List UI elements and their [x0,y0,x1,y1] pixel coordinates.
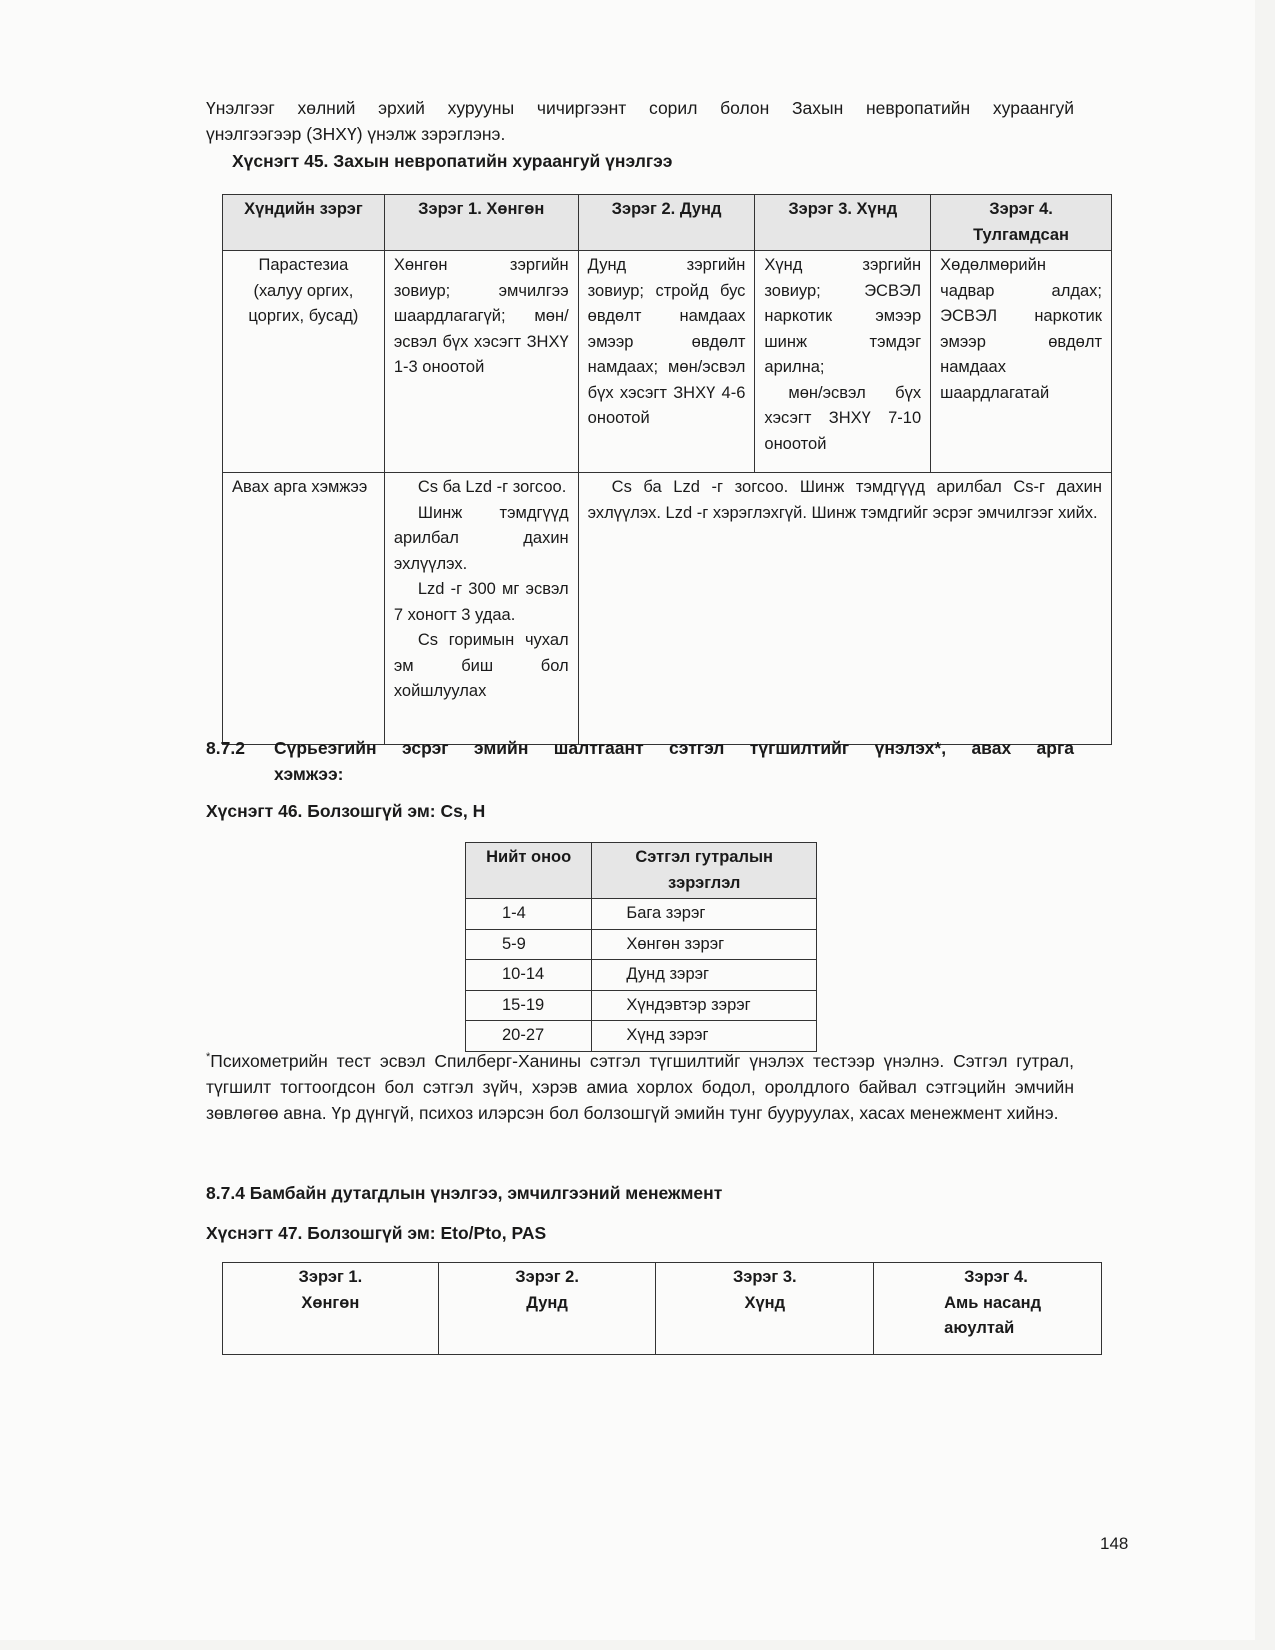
note-text: Психометрийн тест эсвэл Спилберг-Ханины сэтгэл түгшилтийг үнэлэх тестээр үнэлнэ. Сэтгэл гутрал, түгшилт тогтоогдсон бол сэтгэл зүйч, хэрэв амиа хорлох бодол, оролдлого байвал сэтгэцийн эмчийн зөвлөгөө авна. Үр дүнгүй, психоз илэрсэн бол болзошгүй эмийн тунг бууруулах, хасах менежмент хийнэ. [206,1050,1074,1123]
table45-header-grade4: Зэрэг 4. Тулгамдсан [931,195,1112,251]
table45-header-grade3: Зэрэг 3. Хүнд [755,195,931,251]
intro-paragraph [206,95,1074,147]
page-number: 148 [1100,1534,1129,1553]
table46-header-score: Нийт оноо [466,843,592,899]
table45-row2-grade1-part2: Шинж тэмдгүүд арилбал дахин эхлүүлэх. [393,503,569,573]
table45-header-row [223,195,1112,251]
note-paragraph [206,1044,1074,1126]
table-46 [465,842,817,1052]
table46-grade: Хүнд зэрэг [592,1021,817,1052]
table45-row1-grade1: Хөнгөн зэргийн зовиур; эмчилгээ шаардлагагүй; мөн/эсвэл бүх хэсэгт ЗНХҮ 1-3 оноотой [384,251,578,473]
table47-grade4-line2: Амь насанд [944,1293,1042,1312]
table46-header-row [466,843,817,899]
table47-header-grade2 [438,1263,656,1355]
table46-score: 10-14 [466,960,592,991]
section-872-number: 8.7.2 [206,738,245,758]
table45-row2-label: Авах арга хэмжээ [223,473,385,745]
table47-header-grade4 [874,1263,1102,1355]
table45-row1-label: Парастезиа (халуу оргих, цоргих, бусад) [223,251,385,473]
table46-grade: Хөнгөн зэрэг [592,929,817,960]
table47-grade1-line2: Хөнгөн [301,1293,360,1312]
table47-grade3-line2: Хүнд [744,1293,786,1312]
table45-row-paresthesia [223,251,1112,473]
table45-row2-grade1-part1: Cs ба Lzd -г зогсоо. [417,478,567,496]
table45-row1-grade3-part1: Хүнд зэргийн зовиур; ЭСВЭЛ наркотик эмээр шинж тэмдэг арилна; [764,256,922,376]
intro-line-1: Үнэлгээг хөлний эрхий хурууны чичиргээнт сорил болон Захын невропатийн хураангуй [206,98,1074,118]
intro-line-2: үнэлгээгээр (ЗНХҮ) үнэлж зэрэглэнэ. [206,124,506,144]
table46-header-grade: Сэтгэл гутралын зэрэглэл [592,843,817,899]
table45-header-grade2: Зэрэг 2. Дунд [578,195,755,251]
table47-header-grade3 [656,1263,874,1355]
section-872-title-line1: Сүрьеэгийн эсрэг эмийн шалтгаант сэтгэл түгшилтийг үнэлэх*, авах арга [274,738,1074,758]
table45-row1-grade2: Дунд зэргийн зовиур; стройд бус өвдөлт намдаах эмээр өвдөлт намдаах; мөн/эсвэл бүх хэсэгт ЗНХҮ 4-6 оноотой [578,251,755,473]
table47-caption: Хүснэгт 47. Болзошгүй эм: Eto/Pto, PAS [206,1223,547,1243]
table45-header-severity: Хүндийн зэрэг [223,195,385,251]
table45-row2-grade1-part4: Cs горимын чухал эм биш бол хойшлуулах [393,631,569,700]
table46-grade: Хүндэвтэр зэрэг [592,990,817,1021]
table46-caption: Хүснэгт 46. Болзошгүй эм: Cs, H [206,801,486,821]
section-872-title-line2: хэмжээ: [274,764,344,784]
table-row [466,990,817,1021]
section-872-heading [206,735,1074,787]
table47-grade3-line1: Зэрэг 3. [732,1268,797,1286]
table46-score: 20-27 [466,1021,592,1052]
table46-score: 1-4 [466,899,592,930]
table-45 [222,194,1112,745]
table47-grade4-line3: аюултай [944,1319,1015,1337]
table47-grade2-line1: Зэрэг 2. [515,1268,579,1286]
table46-grade: Дунд зэрэг [592,960,817,991]
table47-grade4-line1: Зэрэг 4. [964,1268,1028,1286]
table46-grade: Бага зэрэг [592,899,817,930]
table-row [466,960,817,991]
table45-caption: Хүснэгт 45. Захын невропатийн хураангуй үнэлгээ [232,151,673,171]
table46-score: 5-9 [466,929,592,960]
table45-row2-grades2to4: Cs ба Lzd -г зогсоо. Шинж тэмдгүүд арилбал Cs-г дахин эхлүүлэх. Lzd -г хэрэглэхгүй. Шинж тэмдгийг эсрэг эмчилгээг хийх. [578,473,1111,745]
section-872-line1 [206,735,1074,761]
note-asterisk: * [206,1051,211,1063]
table-47 [222,1262,1102,1355]
table45-row-action [223,473,1112,745]
table47-grade2-line2: Дунд [526,1293,568,1312]
table45-row1-grade3 [755,251,931,473]
section-874-heading: 8.7.4 Бамбайн дутагдлын үнэлгээ, эмчилгээний менежмент [206,1183,723,1203]
table45-row2-grade1-part3: Lzd -г 300 мг эсвэл 7 хоногт 3 удаа. [393,580,569,624]
table47-header-row [223,1263,1102,1355]
table45-row1-grade4: Хөдөлмөрийн чадвар алдах; ЭСВЭЛ наркотик эмээр өвдөлт намдаах шаардлагатай [931,251,1112,473]
table45-row1-grade3-part2: мөн/эсвэл бүх хэсэгт ЗНХҮ 7-10 оноотой [764,383,922,453]
table-row [466,899,817,930]
table47-header-grade1 [223,1263,439,1355]
table45-row2-grade1 [384,473,578,745]
table47-grade1-line1: Зэрэг 1. [298,1268,363,1286]
table45-header-grade1: Зэрэг 1. Хөнгөн [384,195,578,251]
table-row [466,929,817,960]
table46-score: 15-19 [466,990,592,1021]
